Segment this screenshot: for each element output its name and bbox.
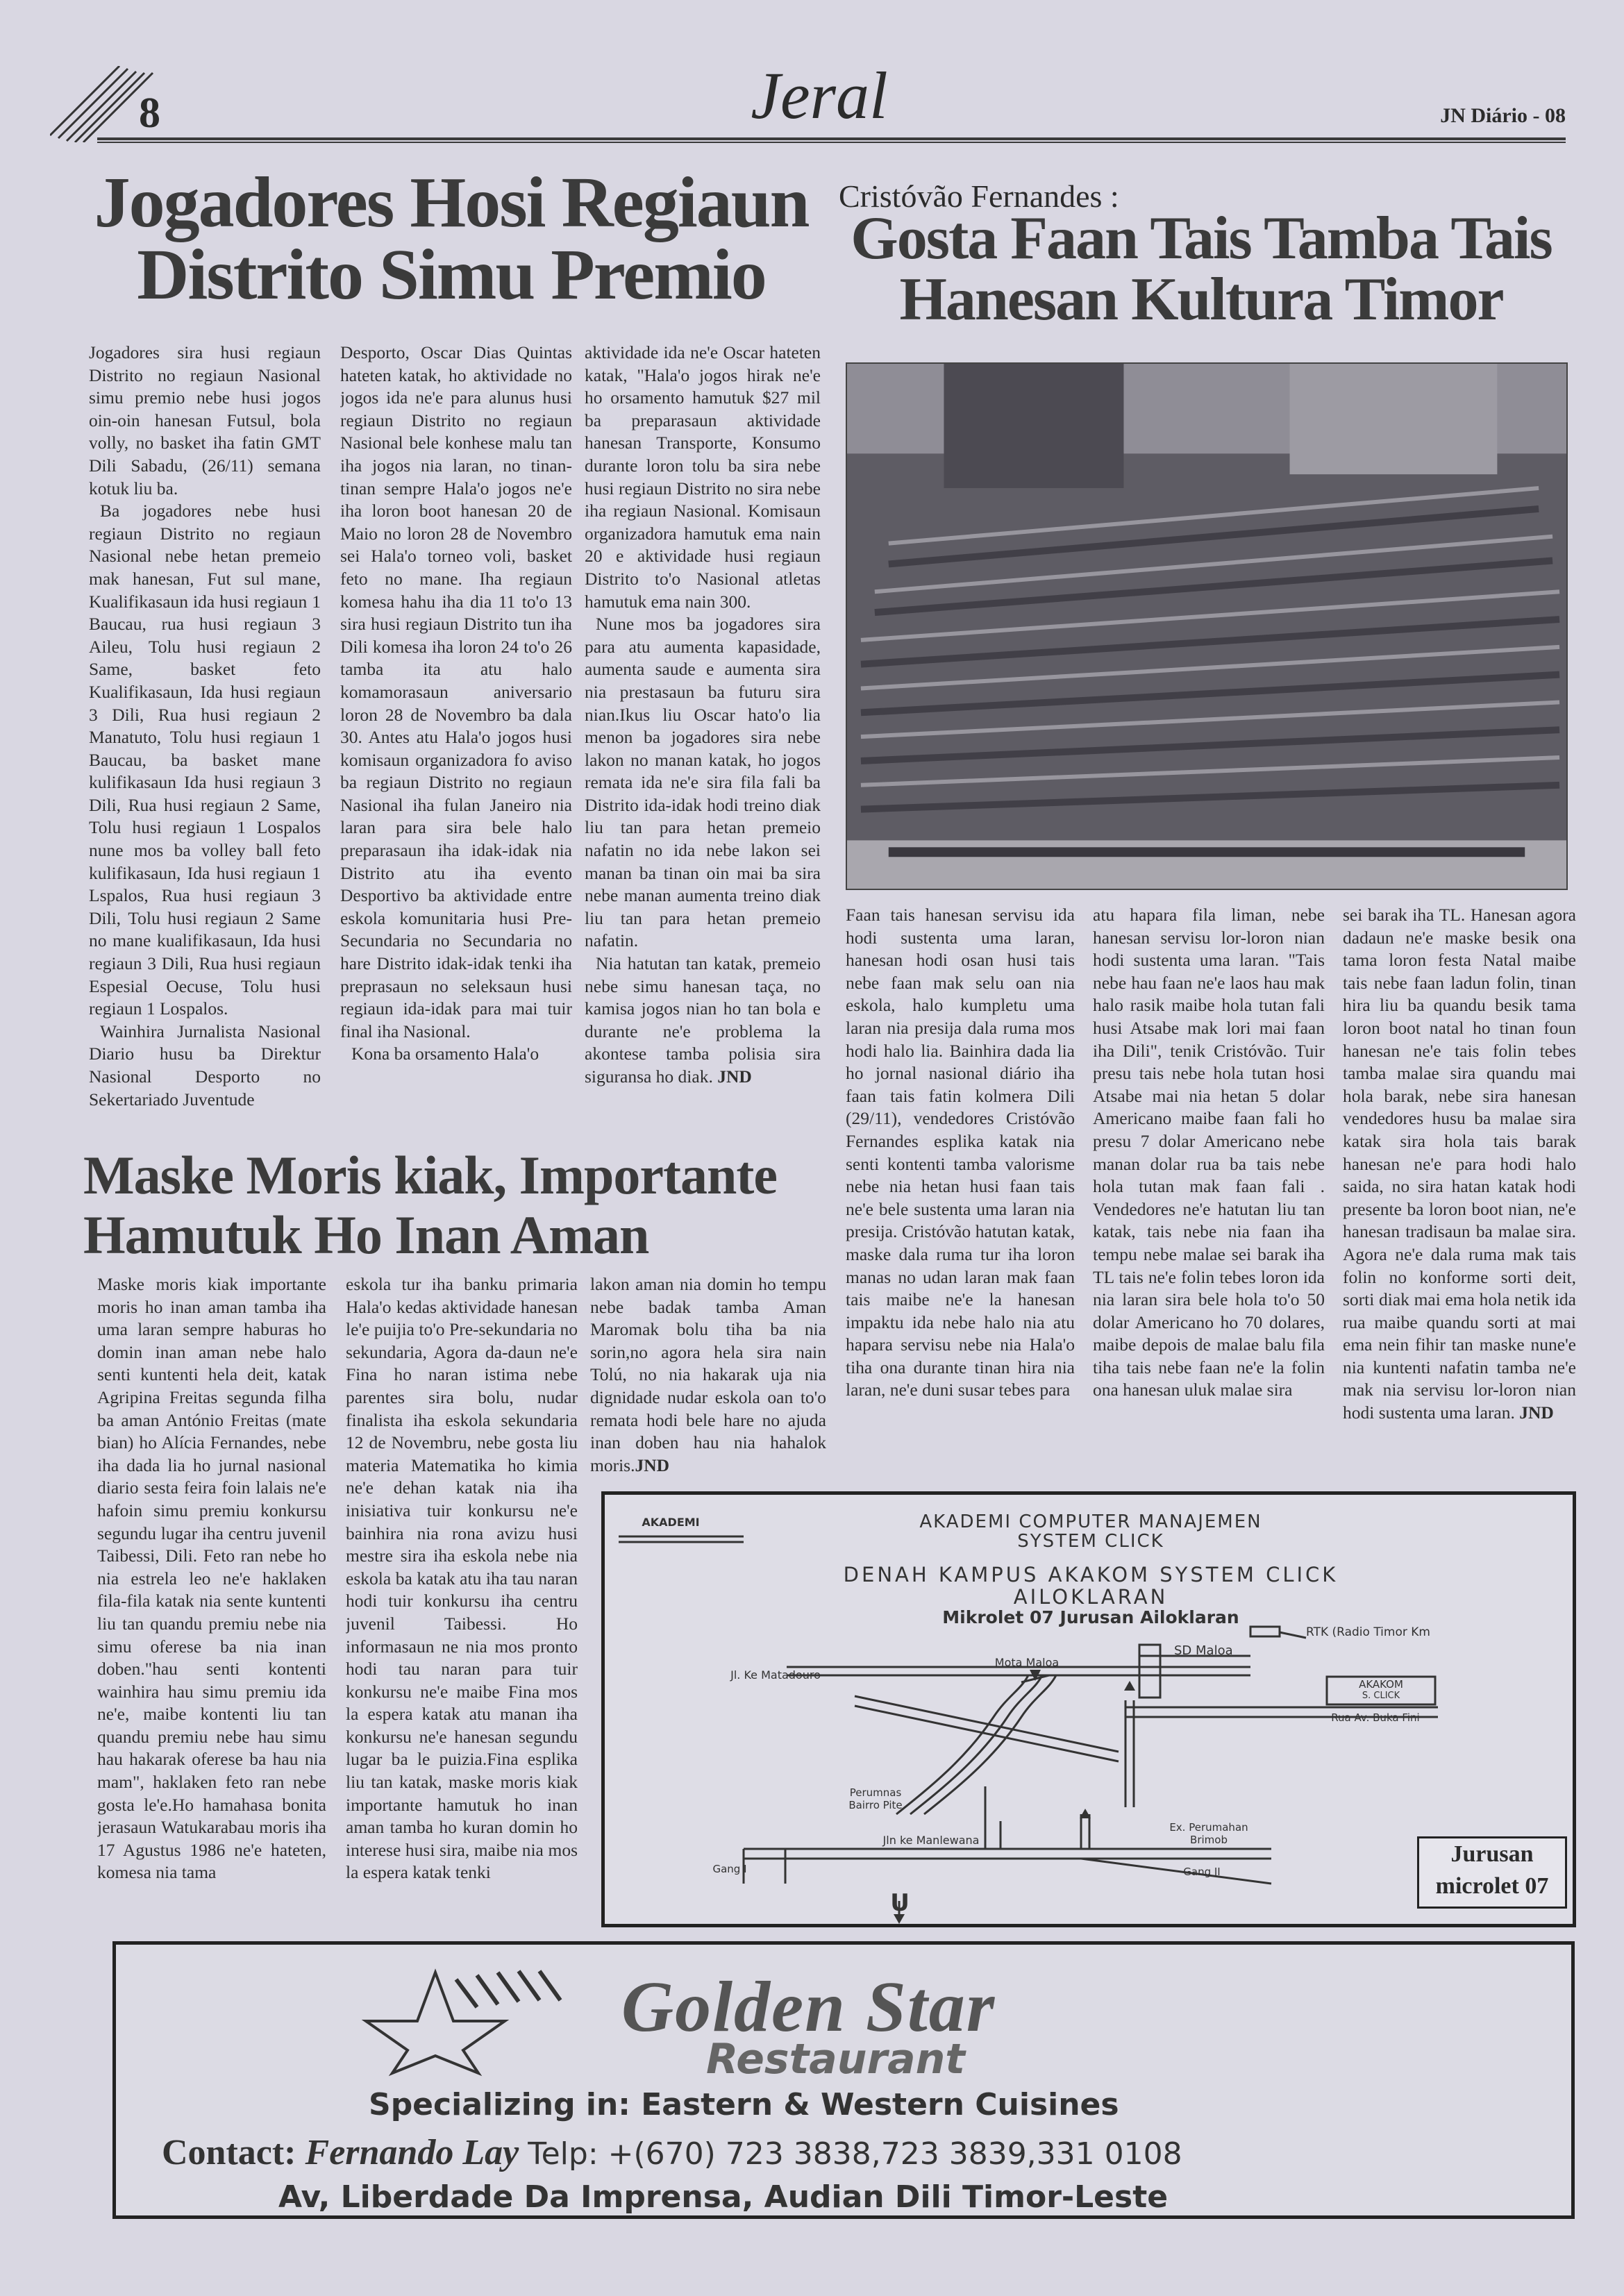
- star-logo-icon: [359, 1966, 588, 2077]
- paragraph: Desporto, Oscar Dias Quintas hateten katak, ho aktividade no jogos ida ne'e para alunus husi regiaun Distrito no regiaun Nasional bele konhese malu tan iha jogos nia laran, no tinan-tinan sempre Hala'o jogos ne'e iha loron boot hanesan 20 de Maio no loron 28 de Novembro sei Hala'o torneo voli, basket feto no mane. Iha regiaun komesa hahu iha dia 11 to'o 13 sira husi regiaun Distrito tun iha Dili komesa iha loron 24 to'o 26 tamba ita atu halo komamorasaun aniversario loron 28 de Novembro ba dala 30. Antes atu Hala'o jogos husi komisaun organizadora fo aviso ba regiaun Distrito no regiaun Nasional iha fulan Janeiro nia laran para sira bele halo preparasaun iha idak-idak nia Distrito atu iha evento Desportivo ba aktividade entre eskola komunitaria husi Pre-Secundaria no Secundaria no hare Distrito idak-idak tenki iha preprasaun no seleksaun husi regiaun ida-idak para mai tuir final iha Nasional.: [340, 342, 572, 1041]
- article1-column-3: [585, 342, 821, 1146]
- article1-column-1: [89, 342, 321, 1146]
- section-title: Jeral: [751, 58, 888, 133]
- article3-column-1: [97, 1273, 326, 1941]
- restaurant-specialization: Specializing in: Eastern & Western Cuisines: [369, 2087, 1119, 2122]
- article2-headline: [826, 205, 1576, 333]
- paragraph: [590, 1273, 826, 1477]
- map-label-akakom: AKAKOM: [1359, 1678, 1403, 1691]
- contact-label: Contact:: [162, 2133, 296, 2172]
- restaurant-subtitle: Restaurant: [706, 2035, 965, 2084]
- map-label-ex-perumahan: Ex. Perumahan: [1169, 1821, 1248, 1834]
- article2-kicker: Cristóvão Fernandes :: [839, 178, 1119, 214]
- map-label-gang-1: Gang I: [712, 1863, 747, 1875]
- map-label-matadouro: Jl. Ke Matadouro: [730, 1668, 821, 1682]
- issue-label: JN Diário - 08: [1440, 104, 1566, 127]
- header-rule: [97, 137, 1566, 143]
- map-label-buka-fini: Rua Av. Buka Fini: [1331, 1711, 1420, 1724]
- map-title-3: DENAH KAMPUS AKAKOM SYSTEM CLICK: [843, 1563, 1339, 1586]
- map-label-bairro-pite: Bairro Pite: [848, 1799, 903, 1811]
- article3-column-3: [590, 1273, 826, 1482]
- map-title-5: Mikrolet 07 Jurusan Ailoklaran: [942, 1607, 1239, 1627]
- map-title-1: AKADEMI COMPUTER MANAJEMEN: [919, 1511, 1262, 1532]
- map-label-perumnas: Perumnas: [849, 1786, 902, 1799]
- signature: JND: [1519, 1402, 1554, 1423]
- paragraph-text: Nia hatutan tan katak, premeio nebe simu hanesan taça, no kamisa jogos nian ho tan bola e durante ne'e problema la akontese tamba polisia sira siguransa ho diak.: [585, 953, 821, 1087]
- jurusan-line-2: microlet 07: [1435, 1873, 1549, 1899]
- article2-headline-line1: Gosta Faan Tais Tamba Tais: [851, 205, 1552, 272]
- article1-headline-line1: Jogadores Hosi Regiaun: [94, 162, 809, 242]
- campus-map-advertisement: [601, 1491, 1576, 1927]
- paragraph: Faan tais hanesan servisu ida hodi sustenta uma laran, hanesan hodi osan husi tais nebe faan mak selu oan nia eskola, halo kumpletu uma laran nia presija dala ruma mos hodi halo lia. Bainhira dada lia ho jornal nasional diário iha faan tais fatin kolmera Dili (29/11), vendedores Cristóvão Fernandes esplika katak nia senti kontenti tamba valorisme nebe nia hetan husi faan tais ne'e bele sustenta uma laran nia presija. Cristóvão hatutan katak, maske dala ruma tur iha loron manas no udan laran mak faan tais maibe ne'e la hanesan impaktu ida nebe halo nia atu hapara servisu nebe nia Hala'o tiha ona durante tinan hira nia laran, ne'e duni susar tebes para: [846, 905, 1075, 1400]
- signature: JND: [635, 1455, 670, 1475]
- paragraph: eskola tur iha banku primaria Hala'o kedas aktividade hanesan le'e puijia to'o Pre-sekundaria no sekundaria, Agora da-daun ne'e Fina ho naran istima nebe parentes sira bolu, nudar finalista iha eskola sekundaria 12 de Novembru, nebe gosta liu materia Matematika ho kimia ne'e dehan katak nia iha inisiativa tuir konkursu ne'e bainhira nia rona avizu husi mestre sira iha eskola nebe nia eskola ba katak atu iha tau naran hodi tuir konkursu iha centru juvenil Taibessi. Ho informasaun ne nia mos pronto hodi tau naran para tuir konkursu ne'e maibe Fina mos la espera katak atu manan iha konkursu ne'e hanesan segundu lugar ba le puizia.Fina esplika liu tan katak, maske moris kiak importante hamutuk ho inan aman tamba ho kuran domin ho interese husi sira, maibe nia mos la espera katak tenki: [346, 1274, 578, 1883]
- paragraph: [1343, 904, 1576, 1425]
- restaurant-contact: [162, 2132, 1182, 2173]
- paragraph: Nune mos ba jogadores sira para atu aumenta kapasidade, aumenta saude e aumenta sira nia prestasaun ba futuru sira nian.Ikus liu Oscar hato'o lia menon ba jogadores sira nebe lakon no manan katak, ho jogos remata ida ne'e sira fila fali ba Distrito ida-idak hodi treino diak liu tan para hetan premeio nafatin no ida nebe lakon sei manan ba tinan oin mai ba sira nebe manan aumenta treino diak liu tan para hetan premeio nafatin.: [585, 614, 821, 951]
- paragraph: [585, 953, 821, 1089]
- paragraph: Wainhira Jurnalista Nasional Diario husu ba Direktur Nasional Desporto no Sekertariado Juventude: [89, 1021, 321, 1109]
- paragraph: aktividade ida ne'e Oscar hateten katak, "Hala'o jogos hirak ne'e ho orsamento hamutuk $27 mil ba preparasaun aktividade hanesan Transporte, Konsumo durante loron tolu ba sira nebe husi regiaun Distrito no sira nebe iha regiaun Nasional. Komisaun organizadora hamutuk ema nain 20 e aktividade husi regiaun Distrito to'o Nasional atletas hamutuk ema nain 300.: [585, 342, 821, 612]
- map-label-gang-2: Gang II: [1183, 1866, 1221, 1878]
- article2-column-2: [1093, 904, 1325, 1482]
- map-label-sd-maloa: SD Maloa: [1174, 1643, 1233, 1658]
- article2-column-1: [846, 904, 1075, 1482]
- map-label-manlewana: Jln ke Manlewana: [882, 1834, 980, 1847]
- paragraph: Kona ba orsamento Hala'o: [351, 1044, 539, 1064]
- article1-headline: [83, 162, 819, 315]
- article2-headline-line2: Hanesan Kultura Timor: [899, 266, 1503, 333]
- paragraph: Jogadores sira husi regiaun Distrito no regiaun Nasional simu premio nebe husi jogos oin-oin hanesan Futsul, bola volly, no basket iha fatin GMT Dili Sabadu, (26/11) semana kotuk liu ba.: [89, 342, 321, 498]
- map-label-mota-maloa: Mota Maloa: [994, 1656, 1060, 1669]
- restaurant-address: Av, Liberdade Da Imprensa, Audian Dili Timor-Leste: [278, 2179, 1169, 2215]
- map-label-rtk: RTK (Radio Timor Km: [1306, 1625, 1430, 1639]
- restaurant-name: Golden Star: [621, 1967, 996, 2047]
- paragraph-text: lakon aman nia domin ho tempu nebe badak tamba Aman Maromak bolu tiha ba nia sorin,no agora hela sira nain Tolú, no nia hakarak uja nia dignidade nudar eskola oan to'o remata hodi bele hare no ajuda inan doben hau nia hahalok moris.: [590, 1274, 826, 1475]
- map-label-sclick: S. CLICK: [1362, 1691, 1400, 1701]
- map-title-4: AILOKLARAN: [1013, 1585, 1169, 1609]
- map-label-brimob: Brimob: [1190, 1834, 1228, 1846]
- paragraph: Maske moris kiak importante moris ho inan aman tamba iha uma laran sempre haburas ho domin inan aman nebe halo senti kuntenti hela deit, katak Agripina Freitas segunda filha ba aman António Freitas (mate bian) ho Alícia Fernandes, nebe iha dada lia ho jurnal nasional diario sesta feira foin lalais ne'e hafoin simu premiu konkursu segundu lugar iha centru juvenil Taibessi, Dili. Feto ran nebe ho nia estrela leo ne'e haklaken fila-fila katak nia sente kuntenti liu tan quandu premiu nebe nia simu oferese ba nia inan doben."hau senti kontenti wainhira hau simu premiu ida ne'e, maibe kontenti liu tan quandu premiu nebe hau simu hau hakarak oferese ba hau nia mam", haklaken feto ran nebe gosta le'e.Ho hamahasa bonita jerasaun Watukarabau moris iha 17 Agustus 1986 ne'e hateten, komesa nia tama: [97, 1274, 326, 1883]
- academy-logo: AKADEMI: [642, 1516, 700, 1529]
- article1-headline-line2: Distrito Simu Premio: [137, 235, 766, 315]
- jurusan-box: [1417, 1836, 1567, 1909]
- signature: JND: [717, 1066, 752, 1087]
- tais-textile-photo: [846, 362, 1568, 890]
- article2-column-3: [1343, 904, 1576, 1482]
- page-number: 8: [139, 90, 160, 137]
- paragraph-text: sei barak iha TL. Hanesan agora dadaun ne'e maske besik ona tama loron festa Natal maibe tais nebe faan ladun folin, tinan hira liu ba quandu besik tama loron boot natal ho tinan foun hanesan ne'e tais folin tebes tamba malae sira quandu mai hola barak, nebe sira hanesan vendedores husu ba malae sira katak sira hola tais barak hanesan ne'e para hodi halo saida, no sira hatan katak hodi presente ba loron boot nian, ne'e hanesan tradisaun ba malae sira. Agora ne'e dala ruma mak tais folin no konforme sorti deit, sorti diak mai ema hola netik ida rua maibe quandu sorti at mai ema nein fihir tan maske nune'e nia kuntenti nafatin tamba ne'e mak nia servisu lor-loron nian hodi sustenta uma laran.: [1343, 905, 1576, 1423]
- paragraph: Ba jogadores nebe husi regiaun Distrito no regiaun Nasional nebe hetan premeio mak hanesan, Fut sul mane, Kualifikasaun ida husi regiaun 1 Baucau, rua husi regiaun 3 Aileu, Tolu husi regiaun 2 Same, basket feto Kualifikasaun, Ida husi regiaun 3 Dili, Rua husi regiaun 2 Manatuto, Tolu husi regiaun 1 Baucau, ba basket mane kulifikasaun Ida husi regiaun 3 Dili, Rua husi regiaun 2 Same, Tolu husi regiaun 1 Lospalos nune mos ba volley ball feto kulifikasaun, Ida husi regiaun 1 Lspalos, Rua husi regiaun 3 Dili, Tolu husi regiaun 2 Same no mane kualifikasaun, Ida husi regiaun 3 Dili, Rua husi regiaun Espesial Oecuse, Tolu husi regiaun 1 Lospalos.: [89, 501, 321, 1019]
- article1-column-2: [340, 342, 572, 1146]
- map-title-2: SYSTEM CLICK: [1017, 1531, 1164, 1552]
- paragraph: atu hapara fila liman, nebe hanesan servisu lor-loron nian hodi sustenta uma laran. "Tais nebe hau faan ne'e laos hau mak halo rasik maibe hola tutan fali husi Atsabe mak lori mai faan iha Dili", tenik Cristóvão. Tuir presu tais nebe hola tutan hosi Atsabe mai nia hetan 5 dolar Americano maibe faan fali ho presu 7 dolar Americano nebe manan dolar rua ba tais nebe hola tutan mak faan fali . Vendedores ne'e hatutan liu tan katak, tais nebe nia faan iha tempu nebe malae sei barak iha TL tais ne'e folin tebes loron ida nia laran sira bele hola to'o 50 dolar Americano ho 70 dolares, maibe depois de malae balu fila tiha tais nebe faan ne'e la folin ona hanesan uluk malae sira: [1093, 905, 1325, 1400]
- article3-column-2: [346, 1273, 578, 1941]
- article3-headline: [83, 1146, 833, 1265]
- north-arrow-icon: U: [890, 1889, 910, 1917]
- article3-headline-line1: Maske Moris kiak, Importante: [83, 1145, 777, 1205]
- contact-name: Fernando Lay: [305, 2133, 519, 2172]
- contact-telephone: Telp: +(670) 723 3838,723 3839,331 0108: [528, 2136, 1182, 2172]
- article3-headline-line2: Hamutuk Ho Inan Aman: [83, 1204, 649, 1265]
- jurusan-line-1: Jurusan: [1450, 1841, 1534, 1867]
- restaurant-advertisement: [112, 1941, 1575, 2219]
